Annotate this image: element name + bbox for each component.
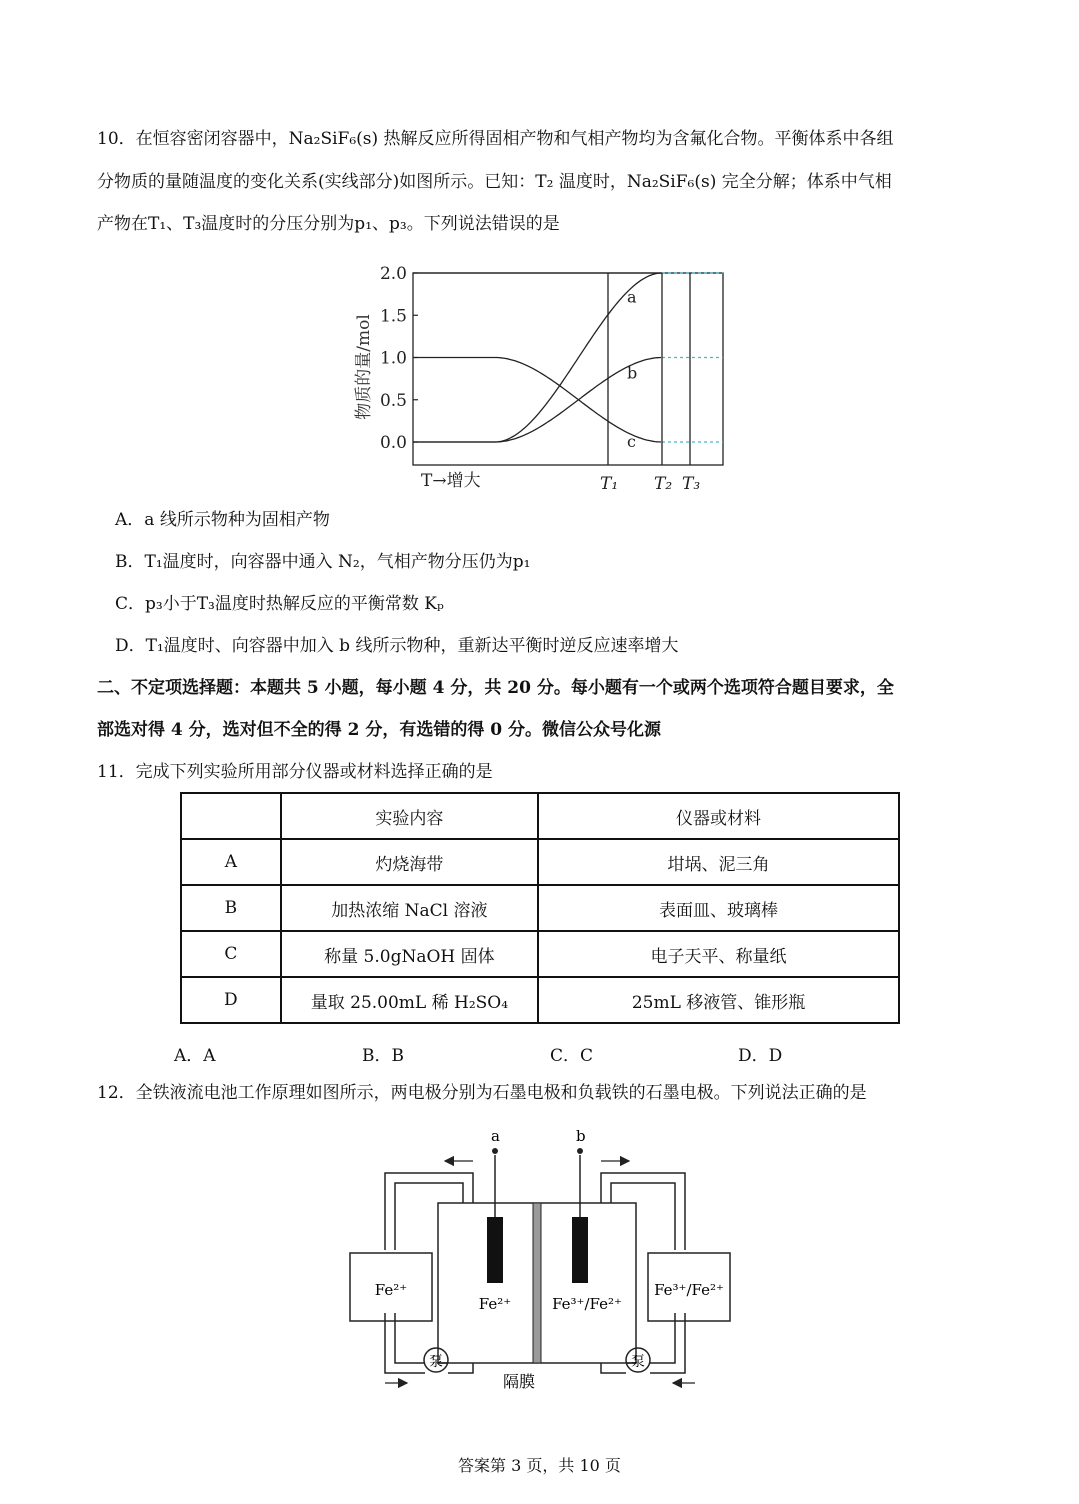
y-tick-label: 0.5 xyxy=(379,390,407,411)
table-header-row xyxy=(181,793,899,839)
table-cell: A xyxy=(181,839,281,885)
chart-ylabel: 物质的量/mol xyxy=(354,314,374,420)
series-label-b: b xyxy=(627,363,638,383)
temperature-marker-label: T₂ xyxy=(654,474,673,494)
left-tank-label: Fe²⁺ xyxy=(374,1281,408,1299)
table-cell: B xyxy=(181,885,281,931)
q11-option-a: A．A xyxy=(174,1046,216,1066)
table-cell: 电子天平、称量纸 xyxy=(538,931,899,977)
table-cell: 量取 25.00mL 稀 H₂SO₄ xyxy=(281,977,538,1023)
table-row xyxy=(181,885,899,931)
q10-stem-line1: 10．在恒容密闭容器中，Na₂SiF₆(s) 热解反应所得固相产物和气相产物均为含氟化合物。平衡体系中各组 xyxy=(97,129,894,149)
electrode-a-label: a xyxy=(491,1127,500,1145)
left-cell-label: Fe²⁺ xyxy=(478,1295,512,1313)
q10-stem-line2: 分物质的量随温度的变化关系(实线部分)如图所示。已知：T₂ 温度时，Na₂SiF₆(s) 完全分解；体系中气相 xyxy=(97,172,892,192)
right-pipe-bottom-outer xyxy=(650,1313,685,1373)
right-pipe-outer xyxy=(601,1173,685,1250)
table-cell: 称量 5.0gNaOH 固体 xyxy=(281,931,538,977)
right-cell-label: Fe³⁺/Fe²⁺ xyxy=(552,1295,622,1313)
table-header-cell xyxy=(181,793,281,839)
terminal-a xyxy=(492,1148,498,1154)
q11-option-c: C．C xyxy=(550,1046,594,1066)
table-cell: 坩埚、泥三角 xyxy=(538,839,899,885)
electrode-b xyxy=(572,1217,588,1283)
chart-xlabel: T→增大 xyxy=(421,471,481,491)
terminal-b xyxy=(577,1148,583,1154)
table-cell: D xyxy=(181,977,281,1023)
experiment-table xyxy=(180,792,900,1024)
flow-battery-diagram xyxy=(345,1125,745,1395)
chart-frame xyxy=(413,273,723,465)
table-cell: 加热浓缩 NaCl 溶液 xyxy=(281,885,538,931)
y-tick-label: 1.5 xyxy=(379,306,407,327)
left-pipe-inner xyxy=(395,1183,463,1250)
q11-stem: 11．完成下列实验所用部分仪器或材料选择正确的是 xyxy=(97,762,493,782)
left-pump-label: 泵 xyxy=(429,1354,443,1370)
table-header-cell: 实验内容 xyxy=(281,793,538,839)
electrode-a xyxy=(487,1217,503,1283)
q10-option-c: C．p₃小于T₃温度时热解反应的平衡常数 Kₚ xyxy=(115,594,444,614)
q10-option-a: A．a 线所示物种为固相产物 xyxy=(115,510,330,530)
electrode-b-label: b xyxy=(576,1127,586,1145)
table-row xyxy=(181,977,899,1023)
right-pump-label: 泵 xyxy=(631,1354,645,1370)
series-label-a: a xyxy=(627,287,637,307)
left-pipe-outer xyxy=(385,1173,473,1250)
q10-stem-line3: 产物在T₁、T₃温度时的分压分别为p₁、p₃。下列说法错误的是 xyxy=(97,214,560,234)
temperature-marker-label: T₁ xyxy=(600,474,619,494)
q11-option-b: B．B xyxy=(362,1046,404,1066)
q10-option-b: B．T₁温度时，向容器中通入 N₂，气相产物分压仍为p₁ xyxy=(115,552,531,572)
table-row xyxy=(181,931,899,977)
section2-line1: 二、不定项选择题：本题共 5 小题，每小题 4 分，共 20 分。每小题有一个或两个选项符合题目要求，全 xyxy=(97,678,894,698)
q11-option-d: D．D xyxy=(738,1046,783,1066)
membrane xyxy=(533,1203,541,1363)
series-label-c: c xyxy=(627,432,636,452)
y-tick-label: 2.0 xyxy=(379,264,407,284)
right-pipe-inner xyxy=(611,1183,675,1250)
table-header-cell: 仪器或材料 xyxy=(538,793,899,839)
left-pipe-bottom-outer xyxy=(385,1313,425,1373)
q10-option-d: D．T₁温度时、向容器中加入 b 线所示物种，重新达平衡时逆反应速率增大 xyxy=(115,636,679,656)
membrane-label: 隔膜 xyxy=(502,1372,536,1391)
temperature-marker-label: T₃ xyxy=(682,474,701,494)
y-tick-label: 0.0 xyxy=(379,433,407,453)
page-footer: 答案第 3 页，共 10 页 xyxy=(458,1456,621,1475)
right-tank-label: Fe³⁺/Fe²⁺ xyxy=(654,1281,724,1299)
table-cell: 灼烧海带 xyxy=(281,839,538,885)
table-cell: 25mL 移液管、锥形瓶 xyxy=(538,977,899,1023)
q12-stem: 12．全铁液流电池工作原理如图所示，两电极分别为石墨电极和负载铁的石墨电极。下列说法正确的是 xyxy=(97,1083,867,1103)
equilibrium-chart xyxy=(345,255,765,505)
table-cell: 表面皿、玻璃棒 xyxy=(538,885,899,931)
table-cell: C xyxy=(181,931,281,977)
y-tick-label: 1.0 xyxy=(379,348,407,369)
table-row xyxy=(181,839,899,885)
section2-line2: 部选对得 4 分，选对但不全的得 2 分，有选错的得 0 分。微信公众号化源 xyxy=(97,720,661,740)
